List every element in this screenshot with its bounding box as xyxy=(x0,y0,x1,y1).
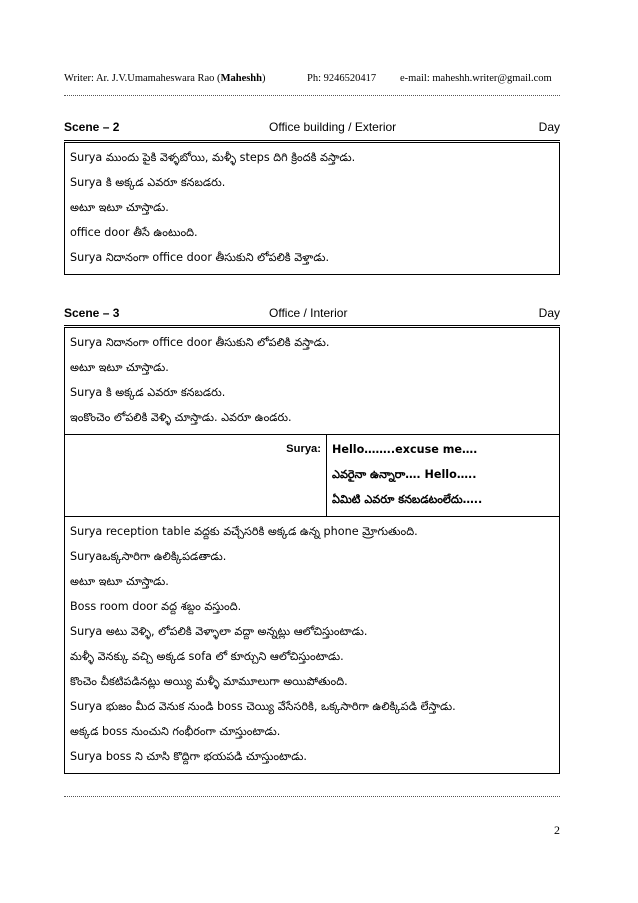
action-line: మళ్ళీ వెనక్కు వచ్చి అక్కడ sofa లో కూర్చుని ఆలోచిస్తుంటాడు. xyxy=(70,650,344,663)
action-line: Surya కి అక్కడ ఎవరూ కనబడరు. xyxy=(70,386,226,399)
page-number: 2 xyxy=(554,823,560,837)
scene-location: Office building / Exterior xyxy=(269,120,397,134)
action-line: ఇంకొంచెం లోపలికి వెళ్ళి చూస్తాడు. ఎవరూ ఉండరు. xyxy=(70,411,292,424)
writer-name: Maheshh xyxy=(220,73,262,84)
action-line: అక్కడ boss నుంచుని గంభీరంగా చూస్తుంటాడు. xyxy=(70,725,281,738)
scene-table xyxy=(64,142,560,275)
scene-number: Scene – 3 xyxy=(64,306,120,320)
action-line: Surya ముందు పైకి వెళ్ళబోయి, మళ్ళీ steps దిగి క్రిందకి వస్తాడు. xyxy=(70,151,356,164)
action-line: అటూ ఇటూ చూస్తాడు. xyxy=(70,361,169,374)
writer-prefix: Writer: Ar. J.V.Umamaheswara Rao ( xyxy=(64,73,221,84)
dialogue-line: ఏమిటి ఎవరూ కనబడటంలేదు….. xyxy=(332,493,483,506)
action-block xyxy=(65,143,560,275)
speaker-name: Surya: xyxy=(286,443,321,455)
action-line: Suryaఒక్కసారిగా ఉలిక్కిపడతాడు. xyxy=(70,550,227,563)
phone-number: Ph: 9246520417 xyxy=(307,73,377,84)
action-line: అటూ ఇటూ చూస్తాడు. xyxy=(70,575,169,588)
action-line: కొంచెం చీకటిపడినట్లు అయ్యి మళ్ళీ మామూలుగా అయిపోతుంది. xyxy=(70,675,348,688)
action-block xyxy=(65,328,560,435)
action-line: Surya కి అక్కడ ఎవరూ కనబడరు. xyxy=(70,176,226,189)
scene-heading xyxy=(64,120,560,138)
scene-time: Day xyxy=(538,306,560,320)
scene-location: Office / Interior xyxy=(269,306,348,320)
dialogue-block xyxy=(327,435,560,517)
dialogue-line: Hello……..excuse me…. xyxy=(332,443,478,456)
scene-number: Scene – 2 xyxy=(64,120,120,134)
action-line: Surya నిదానంగా office door తీసుకుని లోపలికి వస్తాడు. xyxy=(70,336,330,349)
scene-table xyxy=(64,327,560,774)
action-line: office door తీసే ఉంటుంది. xyxy=(70,226,198,239)
action-line: Boss room door వద్ద శబ్దం వస్తుంది. xyxy=(70,600,242,613)
action-block xyxy=(65,517,560,774)
page-header xyxy=(64,73,560,84)
dialogue-line: ఎవరైనా ఉన్నారా…. Hello….. xyxy=(332,468,477,481)
scene-time: Day xyxy=(538,120,560,134)
writer-suffix: ) xyxy=(262,73,266,84)
email-address: e-mail: maheshh.writer@gmail.com xyxy=(400,73,552,84)
action-line: Surya boss ని చూసి కొద్దిగా భయపడి చూస్తుంటాడు. xyxy=(70,750,307,763)
scene-heading-rule xyxy=(64,325,560,326)
action-line: అటూ ఇటూ చూస్తాడు. xyxy=(70,201,169,214)
header-divider xyxy=(64,95,560,96)
action-line: Surya నిదానంగా office door తీసుకుని లోపలికి వెళ్తాడు. xyxy=(70,251,330,264)
dialogue-speaker xyxy=(65,435,327,517)
action-line: Surya భుజం మీద వెనుక నుండి boss చెయ్యి వేసేసరికి, ఒక్కసారిగా ఉలిక్కిపడి లేస్తాడు. xyxy=(70,700,456,713)
scene-heading xyxy=(64,306,560,324)
footer-divider xyxy=(64,796,560,797)
writer-credit xyxy=(64,73,307,84)
scene-heading-rule xyxy=(64,140,560,141)
action-line: Surya reception table వద్దకు వచ్చేసరికి అక్కడ ఉన్న phone మ్రోగుతుంది. xyxy=(70,525,418,538)
action-line: Surya అటు వెళ్ళి, లోపలికి వెళ్ళాలా వద్దా అన్నట్లు ఆలోచిస్తుంటాడు. xyxy=(70,625,368,638)
